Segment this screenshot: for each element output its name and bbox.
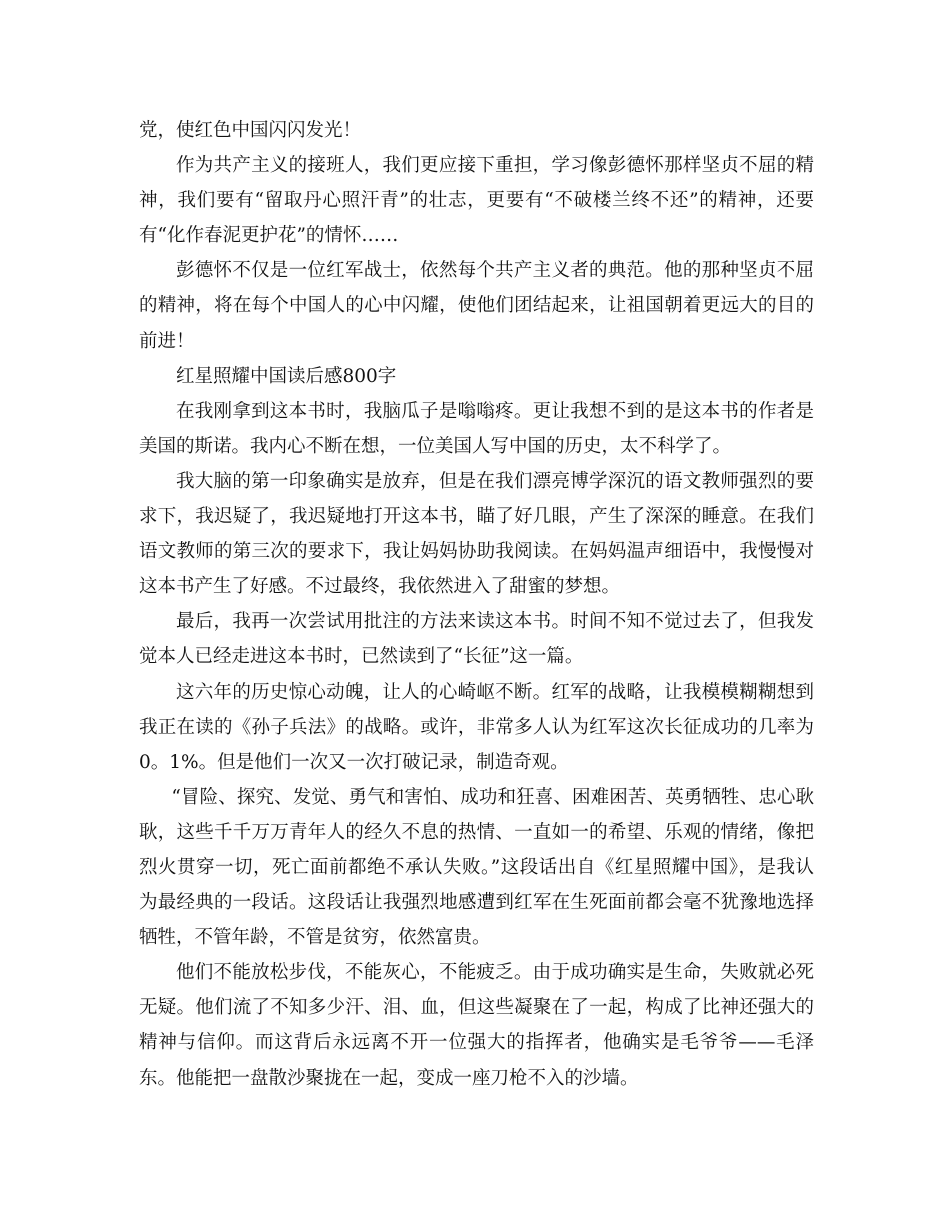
paragraph: 这六年的历史惊心动魄，让人的心崎岖不断。红军的战略，让我模模糊糊想到我正在读的《孙子兵法》的战略。或许，非常多人认为红军这次长征成功的几率为0。1%。但是他们一次又一次打破记录，制造奇观。 bbox=[139, 681, 814, 773]
document-body bbox=[139, 113, 814, 1096]
section-heading: 红星照耀中国读后感800字 bbox=[176, 365, 397, 387]
paragraph: 最后，我再一次尝试用批注的方法来读这本书。时间不知不觉过去了，但我发觉本人已经走进这本书时，已然读到了“长征”这一篇。 bbox=[139, 611, 814, 668]
paragraph: 彭德怀不仅是一位红军战士，依然每个共产主义者的典范。他的那种坚贞不屈的精神，将在每个中国人的心中闪耀，使他们团结起来，让祖国朝着更远大的目的前进！ bbox=[139, 260, 814, 352]
paragraph: 在我刚拿到这本书时，我脑瓜子是嗡嗡疼。更让我想不到的是这本书的作者是美国的斯诺。我内心不断在想，一位美国人写中国的历史，太不科学了。 bbox=[139, 400, 814, 457]
quote-paragraph: “冒险、探究、发觉、勇气和害怕、成功和狂喜、困难困苦、英勇牺牲、忠心耿耿，这些千千万万青年人的经久不息的热情、一直如一的希望、乐观的情绪，像把烈火贯穿一切，死亡面前都绝不承认失败。”这段话出自《红星照耀中国》，是我认为最经典的一段话。这段话让我强烈地感遭到红军在生死面前都会毫不犹豫地选择牺牲，不管年龄，不管是贫穷，依然富贵。 bbox=[139, 786, 814, 949]
paragraph: 作为共产主义的接班人，我们更应接下重担，学习像彭德怀那样坚贞不屈的精神，我们要有“留取丹心照汗青”的壮志，更要有“不破楼兰终不还”的精神，还要有“化作春泥更护花”的情怀…… bbox=[139, 155, 814, 247]
paragraph: 我大脑的第一印象确实是放弃，但是在我们漂亮博学深沉的语文教师强烈的要求下，我迟疑了，我迟疑地打开这本书，瞄了好几眼，产生了深深的睡意。在我们语文教师的第三次的要求下，我让妈妈协助我阅读。在妈妈温声细语中，我慢慢对这本书产生了好感。不过最终，我依然进入了甜蜜的梦想。 bbox=[139, 470, 814, 598]
paragraph: 他们不能放松步伐，不能灰心，不能疲乏。由于成功确实是生命，失败就必死无疑。他们流了不知多少汗、泪、血，但这些凝聚在了一起，构成了比神还强大的精神与信仰。而这背后永远离不开一位强大的指挥者，他确实是毛爷爷——毛泽东。他能把一盘散沙聚拢在一起，变成一座刀枪不入的沙墙。 bbox=[139, 962, 814, 1089]
paragraph-continuation: 党，使红色中国闪闪发光！ bbox=[139, 120, 362, 141]
